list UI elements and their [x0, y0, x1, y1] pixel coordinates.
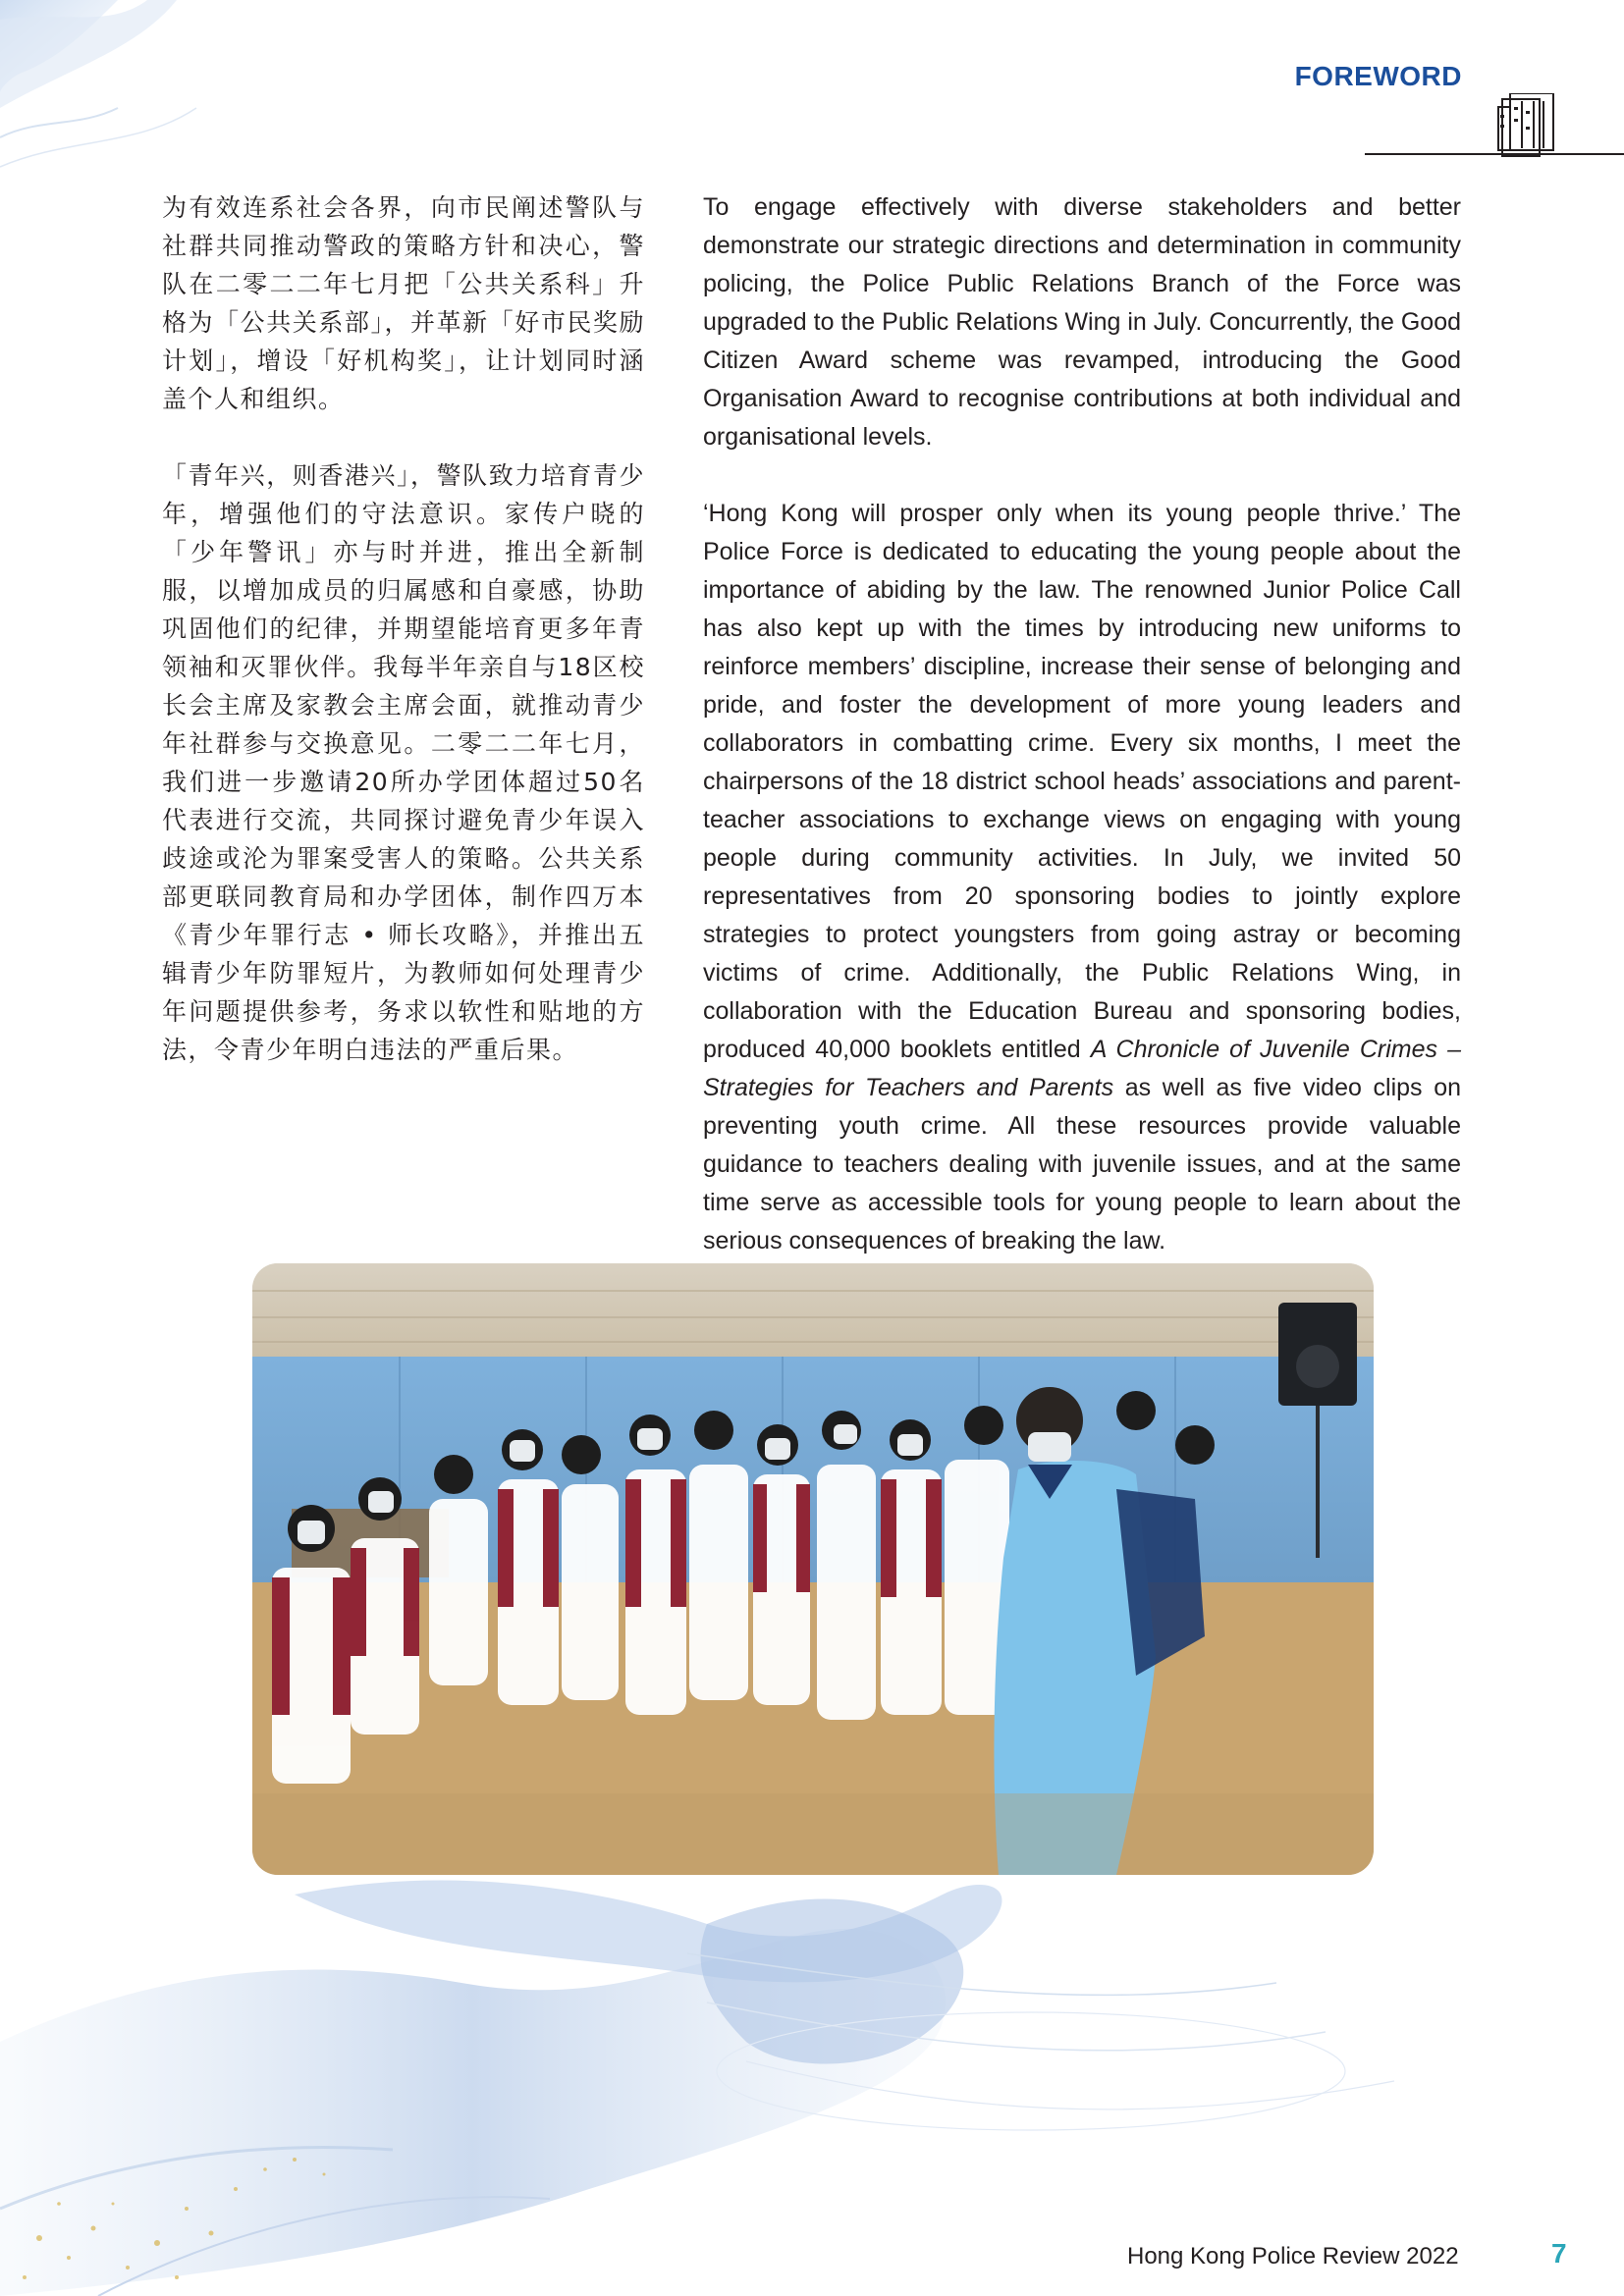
chinese-paragraph: 「青年兴，则香港兴」，警队致力培育青少年，增强他们的守法意识。家传户晓的「少年警讯」亦与时并进，推出全新制服，以增加成员的归属感和自豪感，协助巩固他们的纪律，并期望能培育更多年青领袖和灭罪伙伴。我每半年亲自与18区校长会主席及家教会主席会面，就推动青少年社群参与交换意见。二零二二年七月，我们进一步邀请20所办学团体超过50名代表进行交流，共同探讨避免青少年误入歧途或沦为罪案受害人的策略。公共关系部更联同教育局和办学团体，制作四万本《青少年罪行志 • 师长攻略》，并推出五辑青少年防罪短片，为教师如何处理青少年问题提供参考，务求以软性和贴地的方法，令青少年明白违法的严重后果。: [162, 461, 645, 1064]
section-title: FOREWORD: [1294, 61, 1462, 91]
booklet-title: A Chronicle of Juvenile Crimes – Strategies for Teachers and Parents: [703, 1036, 1462, 1101]
chinese-paragraph: 为有效连系社会各界，向市民阐述警队与社群共同推动警政的策略方针和决心，警队在二零二二年七月把「公共关系科」升格为「公共关系部」，并革新「好市民奖励计划」，增设「好机构奖」，让计划同时涵盖个人和组织。: [162, 193, 645, 413]
chinese-body: [162, 188, 645, 1107]
english-paragraph-text: ‘Hong Kong will prosper only when its young people thrive.’ The Police Force is dedicated to educating the young people about the importance of abiding by the law. The renowned Junior Police Call has also kept up with the times by introducing new uniforms to reinforce members’ discipline, increase their sense of belonging and pride, and foster the development of more young leaders and collaborators in combatting crime. Every six months, I meet the chairpersons of the 18 district school heads’ associations and parent-teacher associations to exchange views on engaging with young people during community activities. In July, we invited 50 representatives from 20 sponsoring bodies to jointly explore strategies to protect youngsters from going astray or becoming victims of crime. Additionally, the Public Relations Wing, in collaboration with the Education Bureau and sponsoring bodies, produced 40,000 booklets entitled: [703, 500, 1461, 1063]
english-paragraph: To engage effectively with diverse stakeholders and better demonstrate our strategic directions and determination in community policing, the Police Public Relations Branch of the Force was upgraded to the Public Relations Wing in July. Concurrently, the Good Citizen Award scheme was revamped, introducing the Good Organisation Award to recognise contributions at both individual and organisational levels.: [703, 193, 1461, 451]
event-photo: [252, 1263, 1374, 1875]
page-number: 7: [1551, 2238, 1567, 2269]
building-icon: [1365, 93, 1624, 157]
english-paragraph: [703, 495, 1461, 1260]
publication-title: Hong Kong Police Review 2022: [1127, 2243, 1459, 2269]
english-body: [703, 188, 1461, 1299]
english-paragraph-text: as well as five video clips on preventing youth crime. All these resources provide valuable guidance to teachers dealing with juvenile issues, and at the same time serve as accessible tools for young people to learn about the serious consequences of breaking the law.: [703, 1074, 1461, 1255]
